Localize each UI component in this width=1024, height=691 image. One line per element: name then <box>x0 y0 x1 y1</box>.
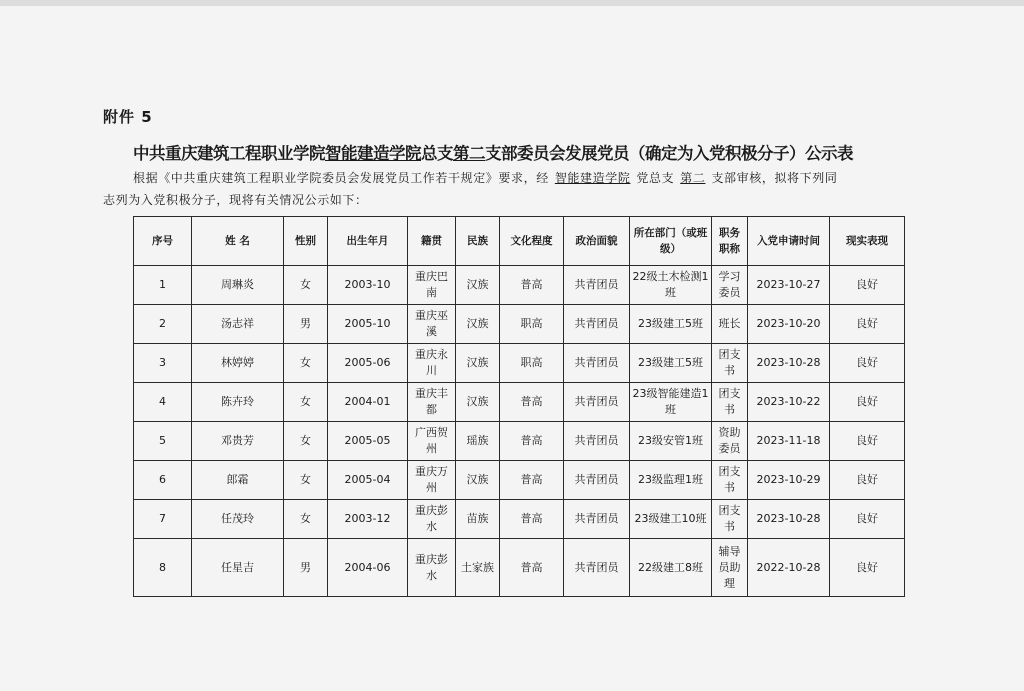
cell-gender: 女 <box>284 422 328 461</box>
cell-dept: 22级土木检测1班 <box>630 266 712 305</box>
cell-post: 团支书 <box>712 500 748 539</box>
cell-name: 陈卉玲 <box>192 383 284 422</box>
header-cell: 性别 <box>284 217 328 266</box>
cell-birth: 2003-12 <box>328 500 408 539</box>
cell-political: 共青团员 <box>564 266 630 305</box>
header-cell: 姓 名 <box>192 217 284 266</box>
cell-name: 任星吉 <box>192 539 284 597</box>
scan-edge <box>0 0 1024 6</box>
header-cell: 所在部门（或班级） <box>630 217 712 266</box>
cell-political: 共青团员 <box>564 500 630 539</box>
cell-perf: 良好 <box>830 500 905 539</box>
cell-name: 任茂玲 <box>192 500 284 539</box>
cell-gender: 男 <box>284 305 328 344</box>
cell-edu: 普高 <box>500 422 564 461</box>
intro-text-line2: 志列为入党积极分子，现将有关情况公示如下： <box>103 193 368 207</box>
cell-apply: 2023-10-20 <box>748 305 830 344</box>
cell-perf: 良好 <box>830 266 905 305</box>
document-title <box>133 140 933 164</box>
cell-edu: 职高 <box>500 305 564 344</box>
cell-political: 共青团员 <box>564 305 630 344</box>
cell-no: 8 <box>134 539 192 597</box>
table-row <box>134 266 905 305</box>
cell-apply: 2023-10-29 <box>748 461 830 500</box>
intro-paragraph <box>103 167 963 211</box>
cell-dept: 23级建工5班 <box>630 305 712 344</box>
cell-ethnic: 汉族 <box>456 383 500 422</box>
cell-ethnic: 土家族 <box>456 539 500 597</box>
cell-political: 共青团员 <box>564 539 630 597</box>
table-row <box>134 383 905 422</box>
cell-name: 郎霜 <box>192 461 284 500</box>
cell-gender: 女 <box>284 266 328 305</box>
intro-text-a: 根据《中共重庆建筑工程职业学院委员会发展党员工作若干规定》要求，经 <box>133 171 549 185</box>
cell-ethnic: 苗族 <box>456 500 500 539</box>
header-cell: 籍贯 <box>408 217 456 266</box>
cell-perf: 良好 <box>830 461 905 500</box>
cell-no: 1 <box>134 266 192 305</box>
header-cell: 职务职称 <box>712 217 748 266</box>
cell-name: 周琳炎 <box>192 266 284 305</box>
cell-birth: 2005-10 <box>328 305 408 344</box>
candidate-table <box>133 216 905 597</box>
intro-branch: 第二 <box>680 171 706 185</box>
cell-origin: 重庆永川 <box>408 344 456 383</box>
cell-dept: 23级监理1班 <box>630 461 712 500</box>
cell-name: 邓贵芳 <box>192 422 284 461</box>
cell-edu: 普高 <box>500 539 564 597</box>
cell-apply: 2023-10-28 <box>748 500 830 539</box>
cell-origin: 重庆万州 <box>408 461 456 500</box>
cell-ethnic: 瑶族 <box>456 422 500 461</box>
cell-ethnic: 汉族 <box>456 266 500 305</box>
intro-text-c: 支部审核，拟将下列同 <box>711 171 838 185</box>
table-row <box>134 422 905 461</box>
cell-origin: 重庆巴南 <box>408 266 456 305</box>
cell-post: 资助委员 <box>712 422 748 461</box>
cell-no: 6 <box>134 461 192 500</box>
cell-gender: 男 <box>284 539 328 597</box>
cell-dept: 23级智能建造1班 <box>630 383 712 422</box>
cell-name: 汤志祥 <box>192 305 284 344</box>
header-cell: 出生年月 <box>328 217 408 266</box>
cell-no: 5 <box>134 422 192 461</box>
cell-post: 辅导员助理 <box>712 539 748 597</box>
table-body <box>134 266 905 597</box>
cell-post: 团支书 <box>712 461 748 500</box>
cell-post: 班长 <box>712 305 748 344</box>
cell-perf: 良好 <box>830 383 905 422</box>
cell-edu: 普高 <box>500 383 564 422</box>
cell-birth: 2004-01 <box>328 383 408 422</box>
header-cell: 民族 <box>456 217 500 266</box>
cell-apply: 2023-10-27 <box>748 266 830 305</box>
cell-dept: 23级建工5班 <box>630 344 712 383</box>
cell-no: 3 <box>134 344 192 383</box>
intro-text-b: 党总支 <box>636 171 675 185</box>
cell-origin: 广西贺州 <box>408 422 456 461</box>
cell-political: 共青团员 <box>564 344 630 383</box>
cell-apply: 2022-10-28 <box>748 539 830 597</box>
cell-origin: 重庆巫溪 <box>408 305 456 344</box>
cell-political: 共青团员 <box>564 422 630 461</box>
cell-perf: 良好 <box>830 305 905 344</box>
cell-birth: 2003-10 <box>328 266 408 305</box>
cell-gender: 女 <box>284 383 328 422</box>
cell-birth: 2005-06 <box>328 344 408 383</box>
cell-birth: 2004-06 <box>328 539 408 597</box>
cell-perf: 良好 <box>830 344 905 383</box>
cell-gender: 女 <box>284 344 328 383</box>
title-part2: 总支 <box>421 144 453 163</box>
cell-birth: 2005-04 <box>328 461 408 500</box>
attachment-label: 附件 5 <box>103 108 153 126</box>
title-part1: 中共重庆建筑工程职业学院 <box>133 144 325 163</box>
cell-apply: 2023-10-28 <box>748 344 830 383</box>
cell-birth: 2005-05 <box>328 422 408 461</box>
cell-origin: 重庆彭水 <box>408 500 456 539</box>
cell-ethnic: 汉族 <box>456 305 500 344</box>
cell-perf: 良好 <box>830 539 905 597</box>
cell-post: 团支书 <box>712 383 748 422</box>
table-row <box>134 500 905 539</box>
header-cell: 政治面貌 <box>564 217 630 266</box>
cell-perf: 良好 <box>830 422 905 461</box>
cell-ethnic: 汉族 <box>456 344 500 383</box>
title-college: 智能建造学院 <box>325 144 421 163</box>
cell-edu: 普高 <box>500 500 564 539</box>
cell-ethnic: 汉族 <box>456 461 500 500</box>
table-row <box>134 539 905 597</box>
cell-gender: 女 <box>284 461 328 500</box>
cell-political: 共青团员 <box>564 461 630 500</box>
title-part3: 支部委员会发展党员（确定为入党积极分子）公示表 <box>485 144 853 163</box>
table-row <box>134 344 905 383</box>
cell-edu: 普高 <box>500 461 564 500</box>
cell-apply: 2023-11-18 <box>748 422 830 461</box>
cell-origin: 重庆彭水 <box>408 539 456 597</box>
header-cell: 序号 <box>134 217 192 266</box>
cell-dept: 22级建工8班 <box>630 539 712 597</box>
cell-no: 7 <box>134 500 192 539</box>
table-row <box>134 461 905 500</box>
cell-no: 2 <box>134 305 192 344</box>
cell-no: 4 <box>134 383 192 422</box>
cell-political: 共青团员 <box>564 383 630 422</box>
cell-dept: 23级建工10班 <box>630 500 712 539</box>
header-cell: 入党申请时间 <box>748 217 830 266</box>
cell-origin: 重庆丰都 <box>408 383 456 422</box>
cell-name: 林婷婷 <box>192 344 284 383</box>
header-cell: 现实表现 <box>830 217 905 266</box>
table-header-row <box>134 217 905 266</box>
cell-dept: 23级安管1班 <box>630 422 712 461</box>
cell-apply: 2023-10-22 <box>748 383 830 422</box>
header-cell: 文化程度 <box>500 217 564 266</box>
cell-edu: 普高 <box>500 266 564 305</box>
cell-post: 学习委员 <box>712 266 748 305</box>
title-branch: 第二 <box>453 144 485 163</box>
cell-gender: 女 <box>284 500 328 539</box>
cell-edu: 职高 <box>500 344 564 383</box>
cell-post: 团支书 <box>712 344 748 383</box>
table-row <box>134 305 905 344</box>
intro-college: 智能建造学院 <box>554 171 631 185</box>
